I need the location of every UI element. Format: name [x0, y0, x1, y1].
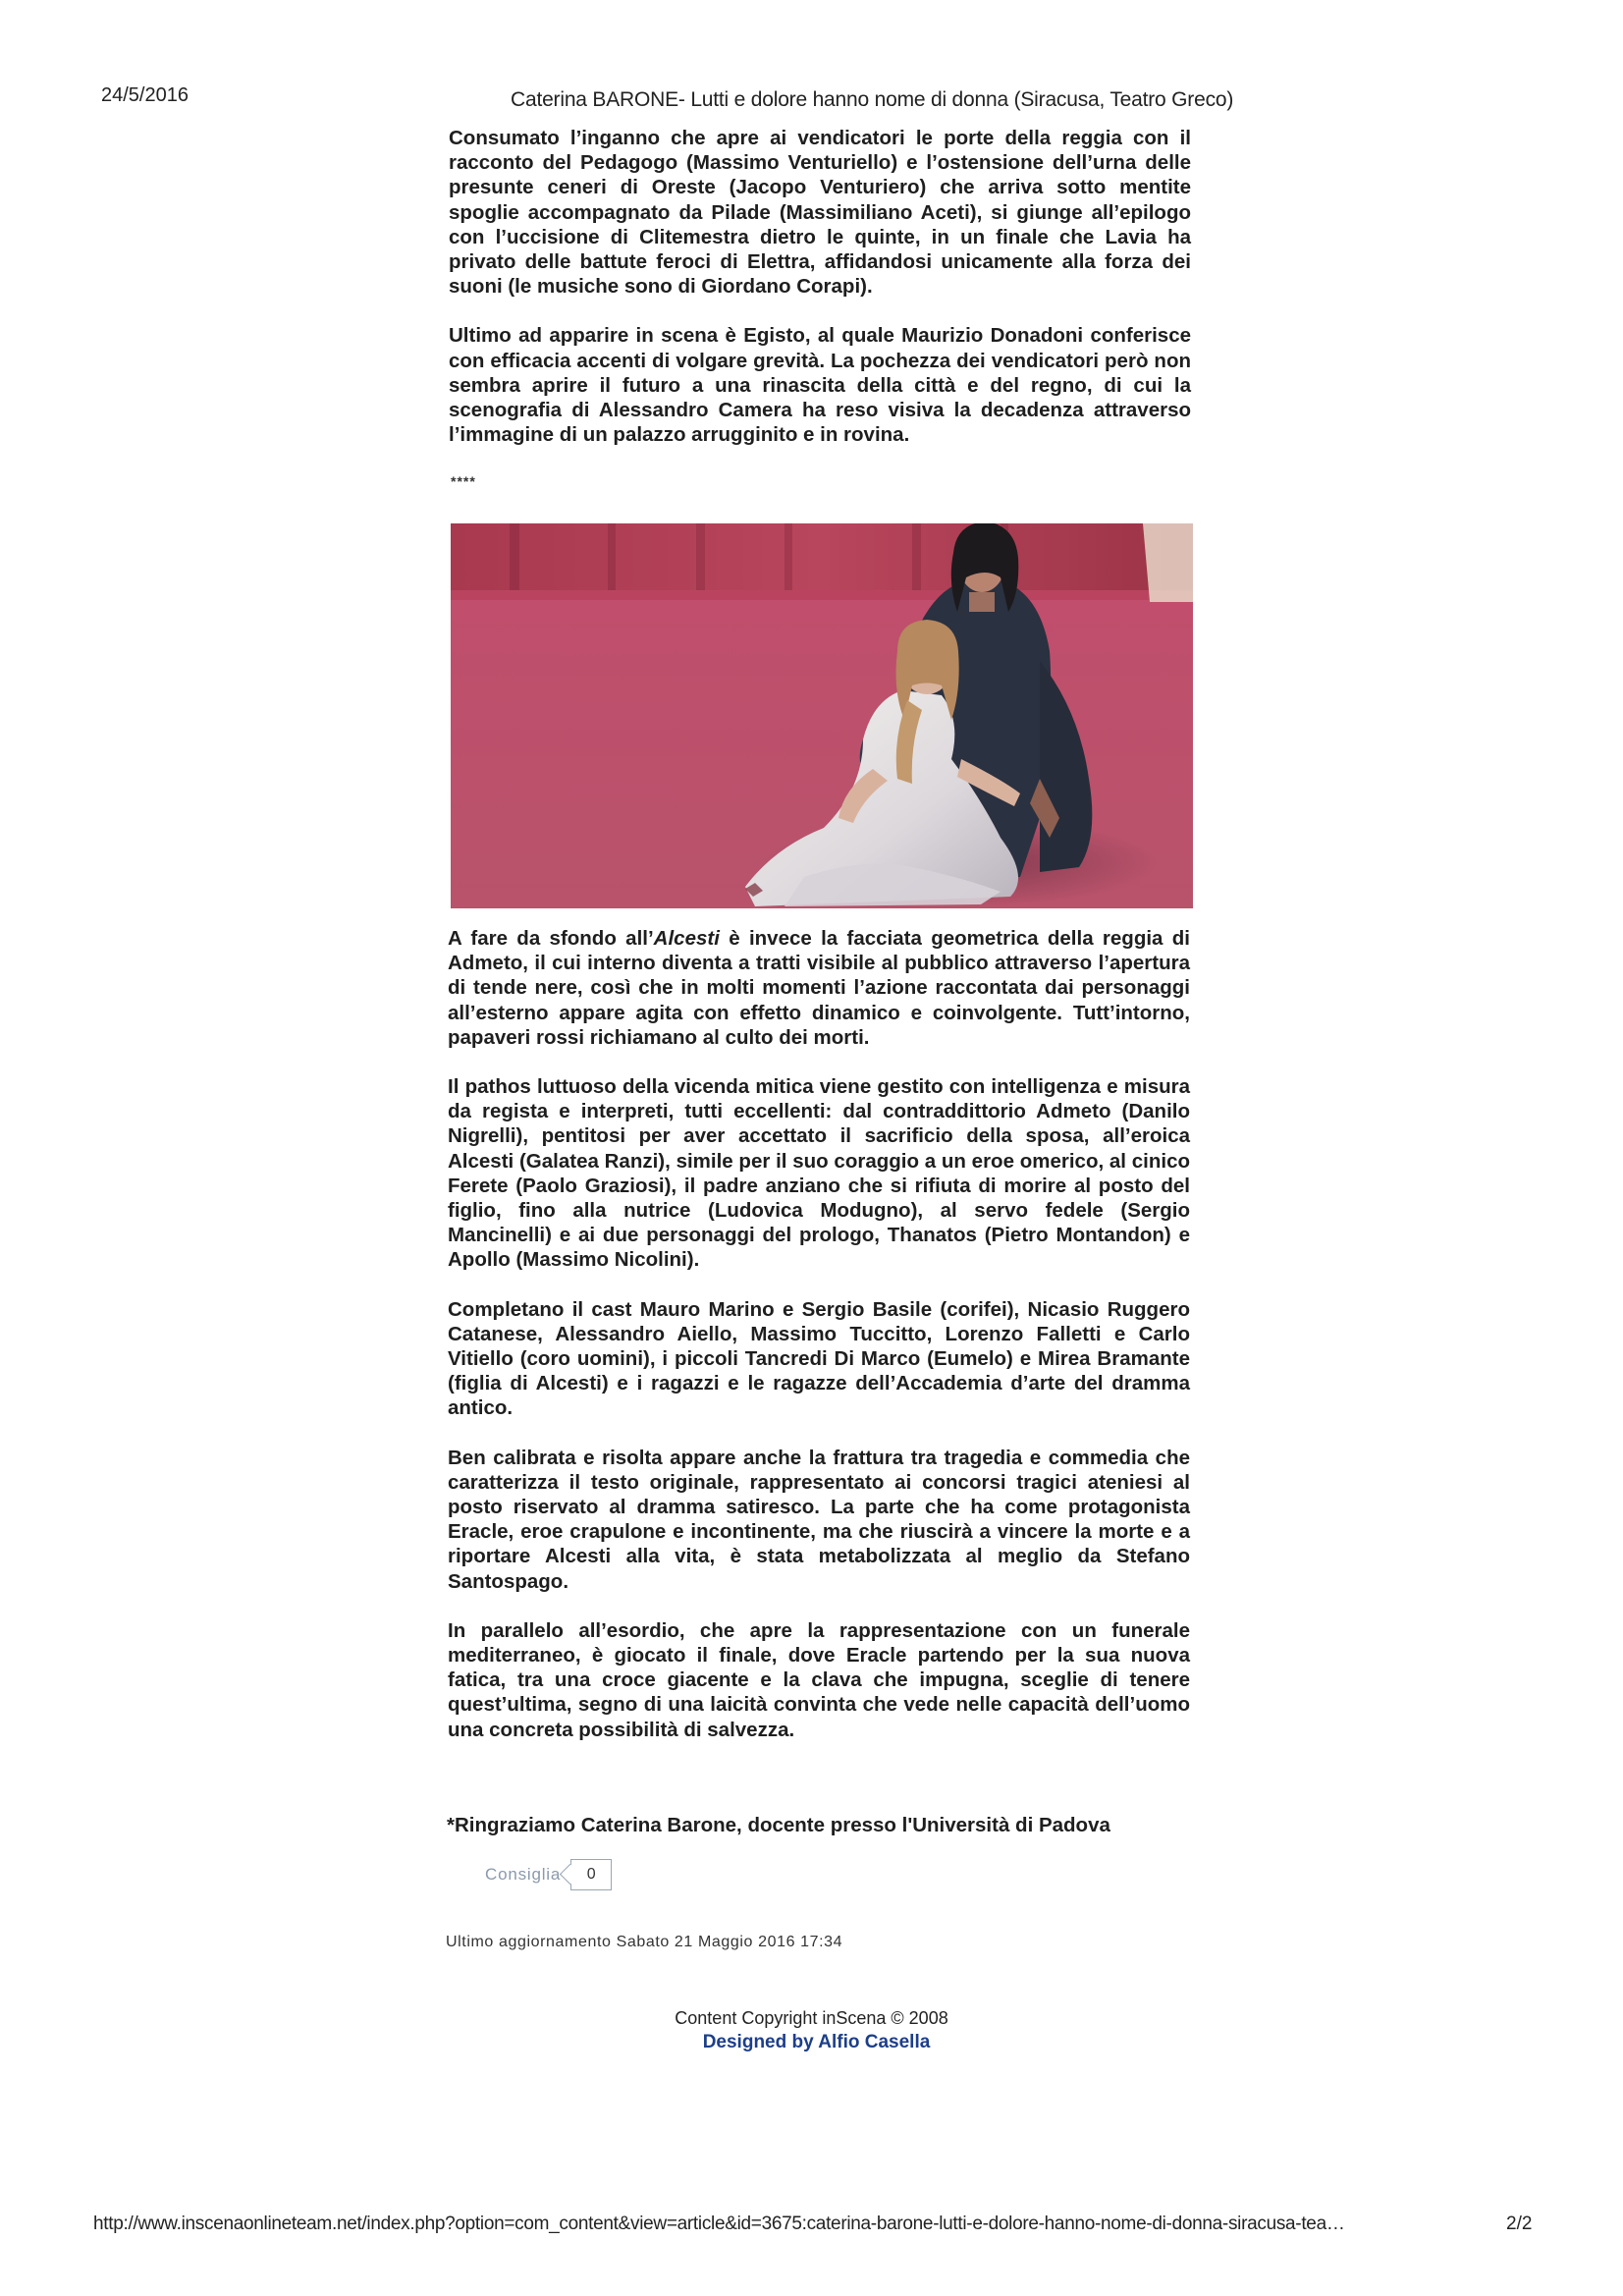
- last-updated: Ultimo aggiornamento Sabato 21 Maggio 2016 17:34: [446, 1934, 843, 1950]
- designer-credit-link[interactable]: Designed by Alfio Casella: [702, 2032, 931, 2052]
- alcesti-title: Alcesti: [653, 927, 720, 950]
- print-page-title: Caterina BARONE- Lutti e dolore hanno nome di donna (Siracusa, Teatro Greco): [511, 88, 1234, 111]
- article-paragraph: Ben calibrata e risolta appare anche la frattura tra tragedia e commedia che caratterizza il testo originale, rappresentato ai concorsi tragici ateniesi al posto riservato al dramma satiresco. La parte che ha come protagonista Eracle, eroe crapulone e incontinente, ma che riuscirà a vincere la morte e a riportare Alcesti alla vita, è stata metabolizzata al meglio da Stefano Santospago.: [448, 1446, 1190, 1593]
- alcesti-text: è invece la facciata geometrica della reggia di Admeto, il cui interno diventa a tratti visibile al pubblico attraverso l’apertura di tende nere, così che in molti momenti l’azione raccontata dai personaggi all’esterno appare agita con effetto dinamico e coinvolgente. Tutt’intorno, papaveri rossi richiamano al culto dei morti.: [448, 927, 1190, 1049]
- right-pillar-light: [1143, 523, 1193, 602]
- acknowledgement: *Ringraziamo Caterina Barone, docente presso l'Università di Padova: [447, 1814, 1110, 1836]
- article-paragraph: Consumato l’inganno che apre ai vendicatori le porte della reggia con il racconto del Pedagogo (Massimo Venturiello) e l’ostensione dell’urna delle presunte ceneri di Oreste (Jacopo Venturiero) che arriva sotto mentite spoglie accompagnato da Pilade (Massimiliano Aceti), si giunge all’epilogo con l’uccisione di Clitemestra dietro le quinte, in un finale che Lavia ha privato delle battute feroci di Elettra, affidandosi unicamente alla forza dei suoni (le musiche sono di Giordano Corapi).: [449, 127, 1191, 299]
- wall-step: [451, 590, 1193, 600]
- section-separator: ****: [451, 473, 476, 489]
- recommend-count-value: 0: [586, 1866, 596, 1883]
- article-body-lower: [448, 926, 1190, 1767]
- article-paragraph: Completano il cast Mauro Marino e Sergio Basile (corifei), Nicasio Ruggero Catanese, Alessandro Aiello, Massimo Tuccitto, Lorenzo Falletti e Carlo Vitiello (coro uomini), i piccoli Tancredi Di Marco (Eumelo) e Mirea Bramante (figlia di Alcesti) e i ragazzi e le ragazze dell’Accademia d’arte del dramma antico.: [448, 1297, 1190, 1420]
- article-paragraph: Ultimo ad apparire in scena è Egisto, al quale Maurizio Donadoni conferisce con efficacia accenti di volgare grevità. La pochezza dei vendicatori però non sembra aprire il futuro a una rinascita della città e del regno, di cui la scenografia di Alessandro Camera ha reso visiva la decadenza attraverso l’immagine di un palazzo arrugginito e in rovina.: [449, 324, 1191, 447]
- print-page-number: 2/2: [1506, 2214, 1533, 2234]
- article-paragraph: Il pathos luttuoso della vicenda mitica viene gestito con intelligenza e misura da regista e interpreti, tutti eccellenti: dal contraddittorio Admeto (Danilo Nigrelli), pentitosi per aver accettato il sacrificio della sposa, all’eroica Alcesti (Galatea Ranzi), simile per il suo coraggio a un eroe omerico, al cinico Ferete (Paolo Graziosi), il padre anziano che si rifiuta di morire al posto del figlio, fino alla nutrice (Ludovica Modugno), al servo fedele (Sergio Mancinelli) e ai due personaggi del prologo, Thanatos (Pietro Montandon) e Apollo (Massimo Nicolini).: [448, 1075, 1190, 1272]
- article-body-upper: [449, 126, 1191, 471]
- article-paragraph: In parallelo all’esordio, che apre la rappresentazione con un funerale mediterraneo, è giocato il finale, dove Eracle partendo per la sua nuova fatica, tra una croce giacente e la clava che impugna, sceglie di tenere quest’ultima, segno di una laicità convinta che vede nelle capacità dell’uomo una concreta possibilità di salvezza.: [448, 1618, 1190, 1741]
- recommend-button[interactable]: Consiglia: [485, 1865, 562, 1884]
- recommend-count: [570, 1859, 612, 1890]
- article-paragraph: [448, 926, 1190, 1050]
- stage-photo: [451, 523, 1193, 908]
- print-url: http://www.inscenaonlineteam.net/index.php?option=com_content&view=article&id=3675:caterina-barone-lutti-e-dolore-hanno-nome-di-donna-siracusa-tea…: [93, 2214, 1345, 2234]
- stage-back-wall: [451, 523, 1193, 590]
- site-copyright: Content Copyright inScena © 2008: [675, 2008, 948, 2028]
- alcesti-intro: A fare da sfondo all’: [448, 927, 654, 950]
- recommend-widget[interactable]: [485, 1859, 612, 1890]
- print-date: 24/5/2016: [101, 84, 189, 106]
